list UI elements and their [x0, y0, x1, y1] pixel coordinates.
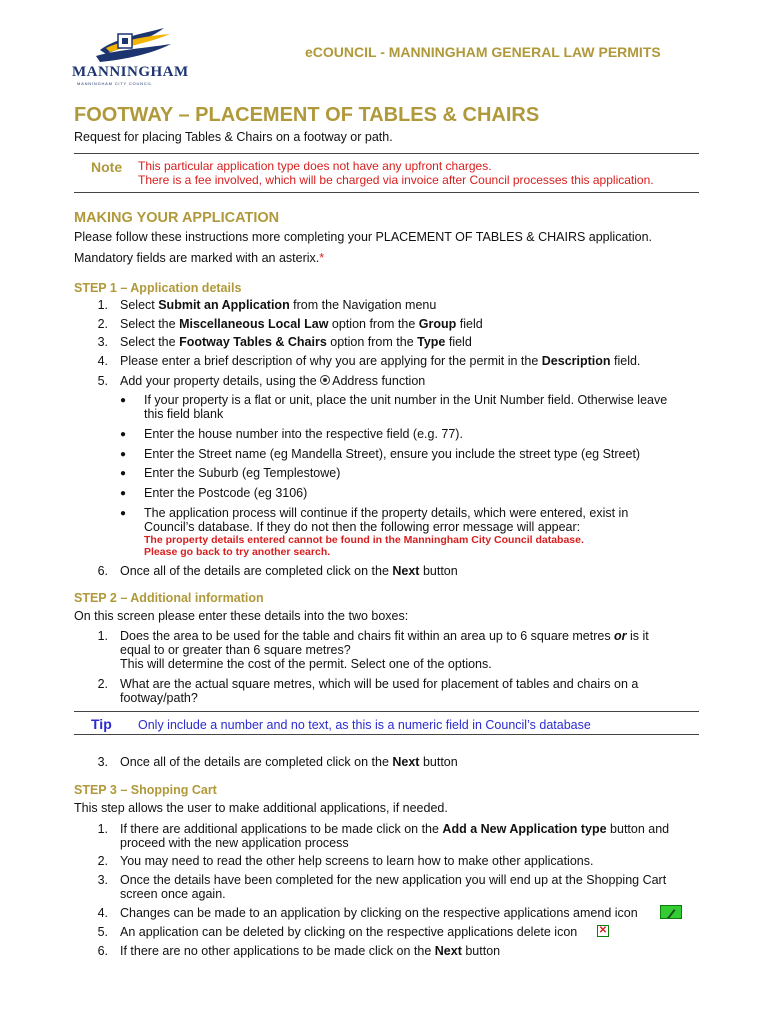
logo-text: MANNINGHAM [72, 64, 189, 80]
text: If there are no other applications to be made click on the [120, 944, 435, 958]
line [120, 822, 669, 836]
step2-num: 2. [97, 677, 108, 691]
making-para-2 [74, 251, 324, 265]
bold-text: Group [418, 317, 457, 331]
step2-num: 3. [97, 755, 108, 769]
tip-text: Only include a number and no text, as this is a numeric field in Council’s database [138, 718, 591, 732]
emphasis: or [614, 629, 627, 643]
step1-num: 5. [97, 374, 108, 388]
text: is it [626, 629, 649, 643]
note-bottom-rule [74, 192, 699, 193]
step3-item [120, 944, 500, 958]
text: Does the area to be used for the table and chairs fit within an area up to 6 square metres [120, 629, 615, 643]
step3-heading: STEP 3 – Shopping Cart [74, 783, 217, 797]
step1-num: 3. [97, 335, 108, 349]
logo-subtitle: MANNINGHAM CITY COUNCIL [77, 81, 153, 86]
bullet-icon: ● [120, 449, 127, 460]
text: If there are additional applications to be made click on the [120, 822, 443, 836]
delete-icon[interactable]: ✕ [598, 925, 608, 936]
bullet-item: Enter the Street name (eg Mandella Street), ensure you include the street type (eg Street) [144, 447, 641, 461]
error-line: Please go back to try another search. [144, 546, 331, 558]
text: Select the [120, 317, 180, 331]
tip-bottom-rule [74, 734, 699, 735]
bold-text: Next [434, 944, 462, 958]
step2-intro: On this screen please enter these details into the two boxes: [74, 609, 409, 623]
line: If your property is a flat or unit, place the unit number in the Unit Number field. Otherwise leave [144, 393, 668, 407]
step3-num: 6. [97, 944, 108, 958]
line: footway/path? [120, 691, 198, 705]
bullet-item [144, 506, 628, 534]
note-line-2: There is a fee involved, which will be charged via invoice after Council processes this application. [138, 173, 654, 187]
step2-item [120, 629, 649, 671]
amend-icon[interactable] [660, 905, 682, 919]
page-title: FOOTWAY – PLACEMENT OF TABLES & CHAIRS [74, 104, 540, 126]
step3-num: 2. [97, 854, 108, 868]
error-message [144, 534, 584, 558]
step2-num: 1. [97, 629, 108, 643]
line: This will determine the cost of the permit. Select one of the options. [120, 657, 492, 671]
step3-num: 5. [97, 925, 108, 939]
step1-heading: STEP 1 – Application details [74, 281, 242, 295]
step3-item: You may need to read the other help screens to learn how to make other applications. [120, 854, 594, 868]
step1-item [120, 374, 425, 388]
step3-num: 1. [97, 822, 108, 836]
radio-icon [320, 375, 330, 385]
line: The application process will continue if the property details, which were entered, exist in [144, 506, 629, 520]
step1-item [120, 564, 458, 578]
step1-item [120, 335, 472, 349]
bullet-item [144, 393, 667, 421]
step3-item: An application can be deleted by clicking on the respective applications delete icon [120, 925, 578, 939]
text: Select the [120, 335, 180, 349]
text: button [419, 755, 458, 769]
note-line-1: This particular application type does not have any upfront charges. [138, 159, 492, 173]
step1-item [120, 354, 640, 368]
making-para-1: Please follow these instructions more completing your PLACEMENT OF TABLES & CHAIRS application. [74, 230, 653, 244]
page-intro: Request for placing Tables & Chairs on a footway or path. [74, 130, 393, 144]
bullet-item: Enter the Postcode (eg 3106) [144, 486, 308, 500]
bold-text: Miscellaneous Local Law [179, 317, 329, 331]
error-line: The property details entered cannot be found in the Manningham City Council database. [144, 534, 584, 546]
bullet-icon: ● [120, 395, 127, 406]
bold-text: Next [392, 564, 420, 578]
text: field [445, 335, 472, 349]
bold-text: Footway Tables & Chairs [179, 335, 327, 349]
step3-item: Changes can be made to an application by clicking on the respective applications amend icon [120, 906, 638, 920]
text: Add your property details, using the [120, 374, 321, 388]
asterisk: * [319, 251, 325, 265]
text: button [419, 564, 458, 578]
step1-num: 1. [97, 298, 108, 312]
note-label: Note [91, 159, 123, 175]
bullet-item: Enter the house number into the respective field (e.g. 77). [144, 427, 463, 441]
bullet-item: Enter the Suburb (eg Templestowe) [144, 466, 341, 480]
text: button [461, 944, 501, 958]
line: this field blank [144, 407, 224, 421]
step1-num: 6. [97, 564, 108, 578]
bold-text: Add a New Application type [442, 822, 607, 836]
step2-item [120, 677, 638, 705]
step3-item [120, 873, 666, 901]
line: equal to or greater than 6 square metres? [120, 643, 351, 657]
step3-num: 4. [97, 906, 108, 920]
line: What are the actual square metres, which will be used for placement of tables and chairs on a [120, 677, 639, 691]
line: screen once again. [120, 887, 226, 901]
text: Once all of the details are completed click on the [120, 564, 393, 578]
tip-top-rule [74, 711, 699, 712]
step3-num: 3. [97, 873, 108, 887]
note-text [138, 159, 654, 187]
line [120, 629, 649, 643]
bold-text: Submit an Application [158, 298, 290, 312]
step1-item [120, 298, 436, 312]
bold-text: Next [392, 755, 420, 769]
line: Once the details have been completed for the new application you will end up at the Shopping Cart [120, 873, 667, 887]
making-application-heading: MAKING YOUR APPLICATION [74, 210, 280, 226]
text: Please enter a brief description of why you are applying for the permit in the [120, 354, 542, 368]
line: proceed with the new application process [120, 836, 349, 850]
step1-num: 4. [97, 354, 108, 368]
step3-intro: This step allows the user to make additional applications, if needed. [74, 801, 448, 815]
step3-item [120, 822, 669, 850]
text: from the Navigation menu [289, 298, 437, 312]
text: button and [606, 822, 670, 836]
bullet-icon: ● [120, 429, 127, 440]
bullet-icon: ● [120, 508, 127, 519]
step1-item [120, 317, 483, 331]
text: field [456, 317, 483, 331]
text: Address function [332, 374, 426, 388]
bullet-icon: ● [120, 488, 127, 499]
tip-label: Tip [91, 716, 112, 732]
bullet-icon: ● [120, 468, 127, 479]
text: Select [120, 298, 159, 312]
text: Once all of the details are completed click on the [120, 755, 393, 769]
step1-num: 2. [97, 317, 108, 331]
mandatory-text: Mandatory fields are marked with an asterix. [74, 251, 320, 265]
text: option from the [326, 335, 418, 349]
step2-heading: STEP 2 – Additional information [74, 591, 264, 605]
bold-text: Description [541, 354, 611, 368]
note-top-rule [74, 153, 699, 154]
text: option from the [328, 317, 419, 331]
step2-item [120, 755, 458, 769]
line: Council’s database. If they do not then the following error message will appear: [144, 520, 581, 534]
bold-text: Type [417, 335, 446, 349]
header-title: eCOUNCIL - MANNINGHAM GENERAL LAW PERMITS [305, 44, 661, 60]
text: field. [610, 354, 641, 368]
